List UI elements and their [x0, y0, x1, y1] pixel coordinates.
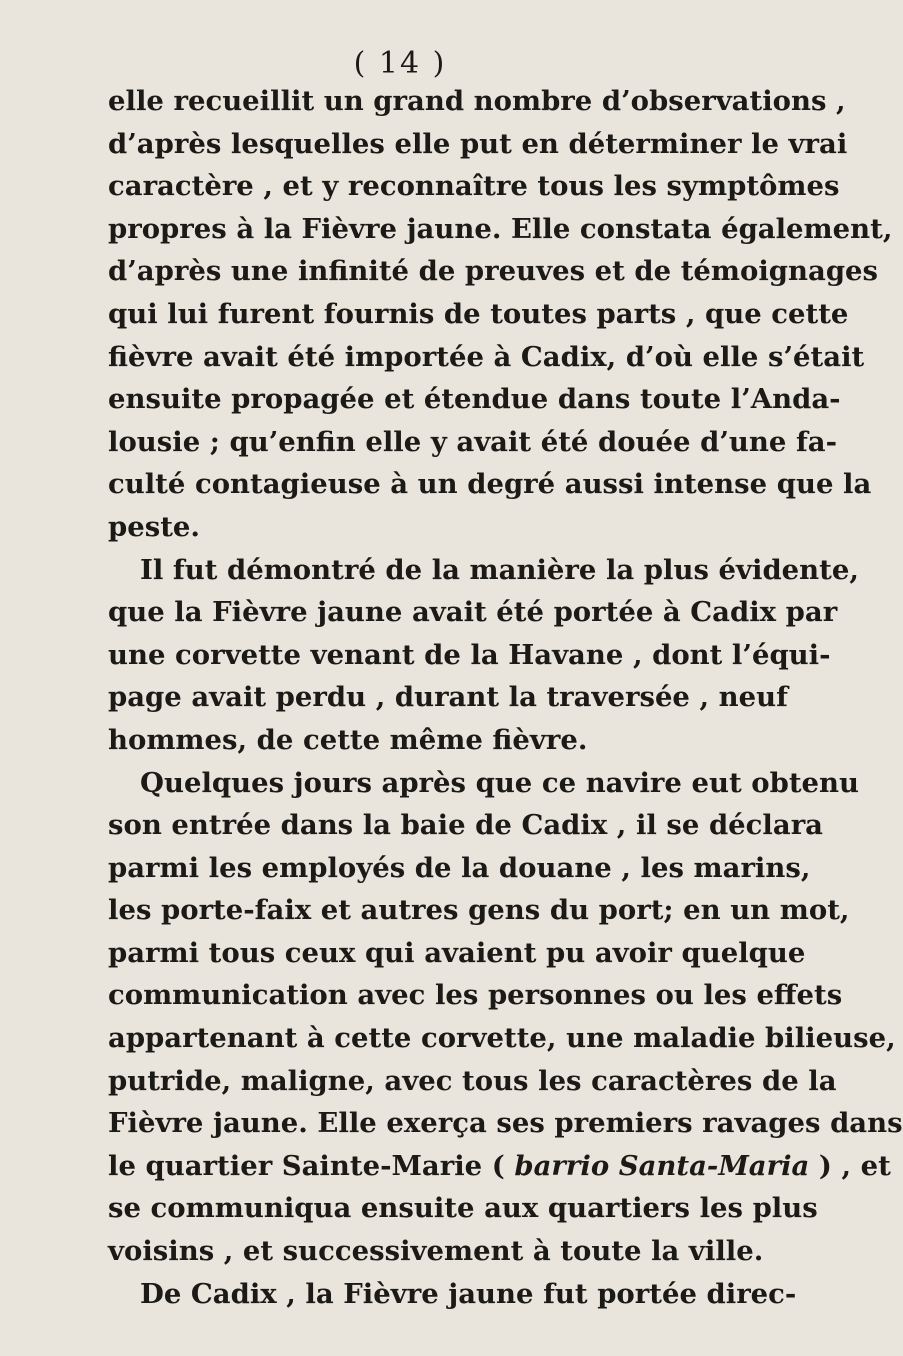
text-line: hommes, de cette même fièvre. — [108, 723, 588, 756]
text-line: caractère , et y reconnaître tous les symptômes — [108, 170, 840, 203]
text-line: elle recueillit un grand nombre d’observations , — [108, 85, 846, 117]
text-line: Il fut démontré de la manière la plus évidente, — [140, 553, 859, 586]
body-text — [108, 80, 903, 1315]
text-line: communication avec les personnes ou les effets — [108, 979, 843, 1012]
text-line: se communiqua ensuite aux quartiers les plus — [108, 1192, 818, 1225]
text-line: Fièvre jaune. Elle exerça ses premiers ravages dans — [108, 1107, 903, 1140]
text-line: d’après lesquelles elle put en déterminer le vrai — [108, 127, 848, 160]
text-line: propres à la Fièvre jaune. Elle constata également, — [108, 212, 893, 245]
text-line: putride, maligne, avec tous les caractères de la — [108, 1064, 837, 1097]
text-line: peste. — [108, 510, 200, 543]
text-line: lousie ; qu’enfin elle y avait été douée d’une fa- — [108, 425, 838, 458]
text-line: voisins , et successivement à toute la ville. — [108, 1235, 764, 1268]
text-line: Quelques jours après que ce navire eut obtenu — [140, 766, 860, 799]
text-line: ensuite propagée et étendue dans toute l’Anda- — [108, 383, 841, 416]
text-line — [108, 1145, 891, 1188]
text-line: parmi les employés de la douane , les marins, — [108, 851, 811, 884]
text-line: De Cadix , la Fièvre jaune fut portée direc- — [140, 1277, 797, 1310]
text-segment: ) , et — [809, 1149, 891, 1182]
text-line: fièvre avait été importée à Cadix, d’où elle s’était — [108, 340, 865, 373]
text-line: que la Fièvre jaune avait été portée à Cadix par — [108, 596, 838, 629]
text-line: les porte-faix et autres gens du port; en un mot, — [108, 894, 850, 927]
text-line: qui lui furent fournis de toutes parts , que cette — [108, 297, 849, 330]
text-line: page avait perdu , durant la traversée , neuf — [108, 681, 788, 714]
italic-place-name: barrio Santa-Maria — [514, 1149, 810, 1182]
page-number: ( 14 ) — [353, 46, 447, 81]
text-line: appartenant à cette corvette, une maladie bilieuse, — [108, 1022, 896, 1055]
text-line: une corvette venant de la Havane , dont l’équi- — [108, 638, 831, 671]
text-segment: le quartier Sainte-Marie ( — [108, 1149, 515, 1182]
text-line: son entrée dans la baie de Cadix , il se déclara — [108, 809, 823, 842]
text-line: culté contagieuse à un degré aussi intense que la — [108, 468, 872, 501]
text-line: d’après une infinité de preuves et de témoignages — [108, 255, 879, 288]
text-line: parmi tous ceux qui avaient pu avoir quelque — [108, 936, 806, 969]
